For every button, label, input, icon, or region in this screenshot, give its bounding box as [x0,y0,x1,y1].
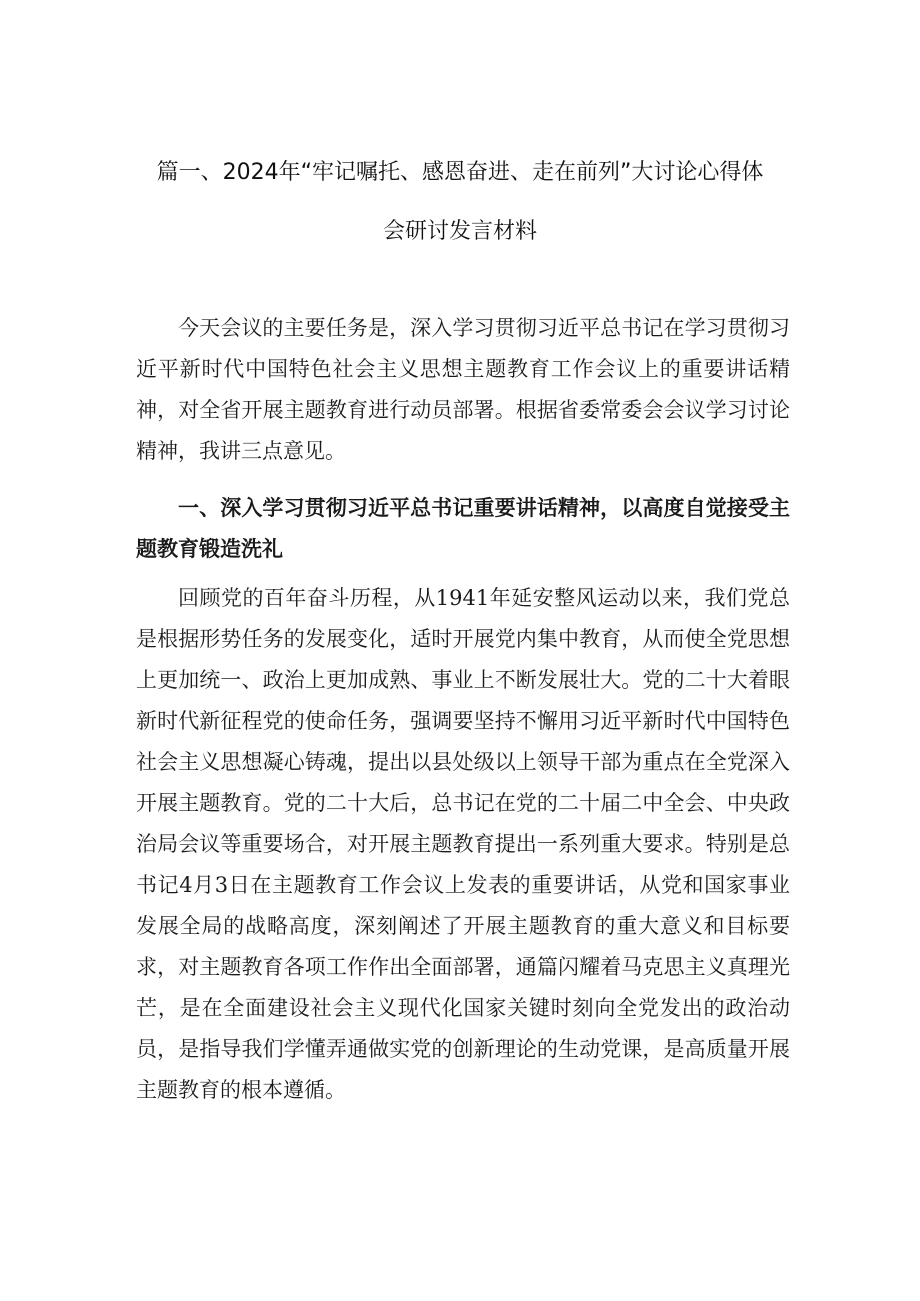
intro-paragraph-block [136,308,790,472]
intro-paragraph: 今天会议的主要任务是，深入学习贯彻习近平总书记在学习贯彻习近平新时代中国特色社会主义思想主题教育工作会议上的重要讲话精神，对全省开展主题教育进行动员部署。根据省委常委会会议学习讨论精神，我讲三点意见。 [136,316,790,463]
document-title-line-1: 篇一、2024年“牢记嘱托、感恩奋进、走在前列”大讨论心得体 [156,160,764,185]
section-1-heading: 一、深入学习贯彻习近平总书记重要讲话精神，以高度自觉接受主题教育锻造洗礼 [136,496,790,561]
section-heading-block [136,488,790,570]
section-1-paragraph: 回顾党的百年奋斗历程，从1941年延安整风运动以来，我们党总是根据形势任务的发展变化，适时开展党内集中教育，从而使全党思想上更加统一、政治上更加成熟、事业上不断发展壮大。党的二十大着眼新时代新征程党的使命任务，强调要坚持不懈用习近平新时代中国特色社会主义思想凝心铸魂，提出以县处级以上领导干部为重点在全党深入开展主题教育。党的二十大后，总书记在党的二十届二中全会、中央政治局会议等重要场合，对开展主题教育提出一系列重大要求。特别是总书记4月3日在主题教育工作会议上发表的重要讲话，从党和国家事业发展全局的战略高度，深刻阐述了开展主题教育的重大意义和目标要求，对主题教育各项工作作出全面部署，通篇闪耀着马克思主义真理光芒，是在全面建设社会主义现代化国家关键时刻向全党发出的政治动员，是指导我们学懂弄通做实党的创新理论的生动党课，是高质量开展主题教育的根本遵循。 [136,586,790,1102]
section-body-block [136,578,790,1111]
document-title-line-2: 会研讨发言材料 [382,219,537,244]
